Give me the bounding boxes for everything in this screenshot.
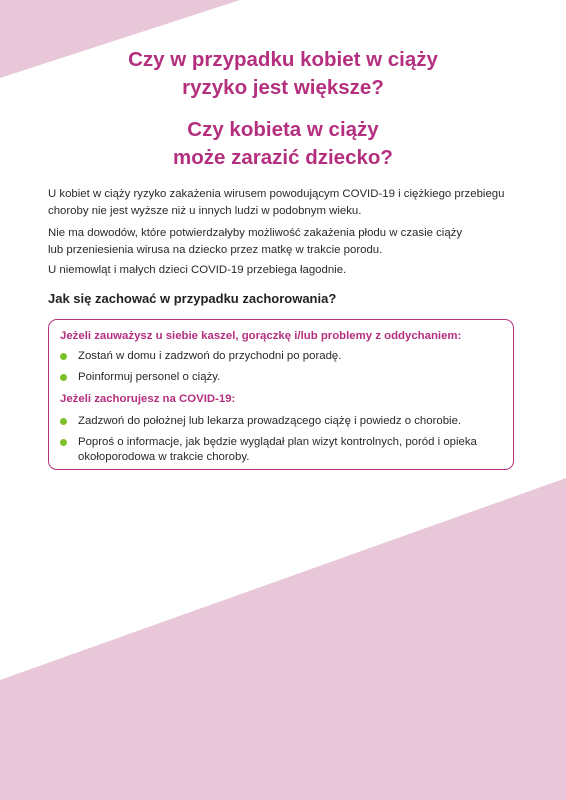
title-infect-child	[48, 116, 518, 172]
bullet-dot-icon	[60, 439, 67, 446]
bullet-dot-icon	[60, 374, 67, 381]
list-item-text: Poproś o informacje, jak będzie wyglądał plan wizyt kontrolnych, poród i opieka okołoporodowa w trakcie choroby.	[78, 436, 477, 463]
paragraph-risk	[48, 186, 518, 220]
title-risk	[48, 46, 518, 102]
title-risk-line-2: ryzyko jest większe?	[182, 76, 384, 99]
advice-heading-symptoms: Jeżeli zauważysz u siebie kaszel, gorączkę i/lub problemy z oddychaniem:	[60, 330, 462, 342]
list-item	[60, 414, 500, 429]
paragraph-risk-line-2: choroby nie jest wyższe niż u innych ludzi w podobnym wieku.	[48, 205, 362, 217]
paragraph-infants-line-1: U niemowląt i małych dzieci COVID-19 przebiega łagodnie.	[48, 264, 347, 276]
list-item	[60, 435, 500, 465]
list-item-text: Poinformuj personel o ciąży.	[78, 371, 221, 383]
paragraph-evidence-line-1: Nie ma dowodów, które potwierdzałyby możliwość zakażenia płodu w czasie ciąży	[48, 227, 463, 239]
list-item	[60, 349, 500, 364]
paragraph-risk-line-1: U kobiet w ciąży ryzyko zakażenia wirusem powodującym COVID-19 i ciężkiego przebiegu	[48, 188, 505, 200]
advice-heading-covid: Jeżeli zachorujesz na COVID-19:	[60, 393, 236, 405]
paragraph-evidence-line-2: lub przeniesienia wirusa na dziecko przez matkę w trakcie porodu.	[48, 244, 383, 256]
list-item-text: Zostań w domu i zadzwoń do przychodni po poradę.	[78, 350, 342, 362]
bottom-band	[0, 478, 566, 800]
title-infect-line-2: może zarazić dziecko?	[173, 146, 393, 169]
bullet-dot-icon	[60, 353, 67, 360]
bullet-dot-icon	[60, 418, 67, 425]
list-item	[60, 370, 500, 385]
paragraph-infants	[48, 262, 518, 279]
section-subheading: Jak się zachować w przypadku zachorowania?	[48, 291, 337, 306]
list-item-text: Zadzwoń do położnej lub lekarza prowadzącego ciążę i powiedz o chorobie.	[78, 415, 462, 427]
title-infect-line-1: Czy kobieta w ciąży	[187, 118, 379, 141]
title-risk-line-1: Czy w przypadku kobiet w ciąży	[128, 48, 438, 71]
advice-box	[48, 319, 514, 470]
paragraph-evidence	[48, 225, 518, 259]
